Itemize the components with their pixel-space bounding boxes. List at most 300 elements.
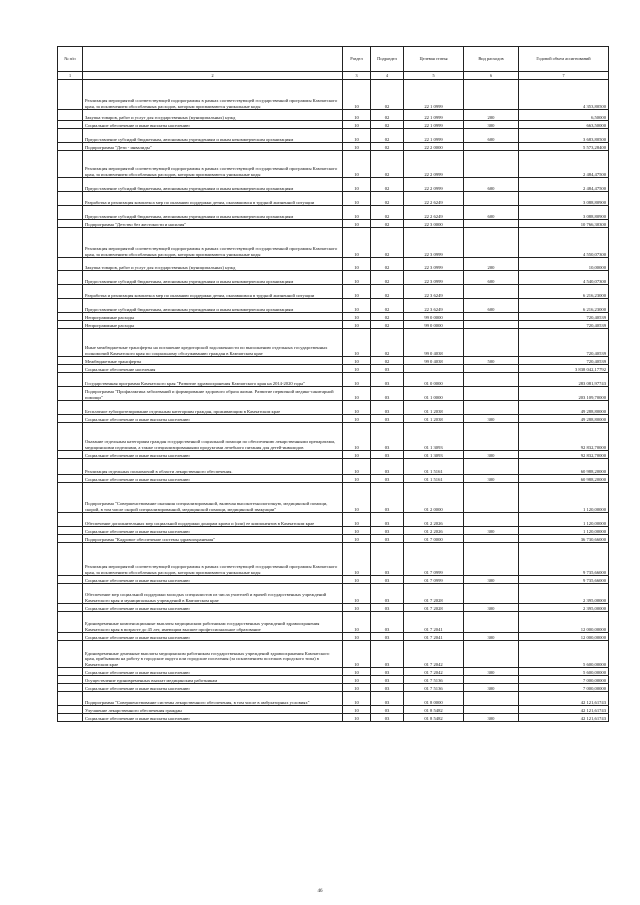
row-target-article: 01 1 3093: [404, 451, 464, 459]
row-name: Закупка товаров, работ и услуг для государственных (муниципальных) нужд: [83, 258, 343, 271]
row-razdel: 10: [343, 178, 371, 192]
header-target-article: Целевая статья: [404, 47, 464, 72]
row-name: Улучшение лекарственного обеспечения граждан: [83, 706, 343, 714]
row-sum: 720,40539: [519, 321, 609, 329]
row-razdel: 10: [343, 633, 371, 641]
row-name: Подпрограмма "Дети - инвалиды": [83, 143, 343, 151]
row-sum: 49 288,80000: [519, 401, 609, 415]
row-sum: 720,40539: [519, 357, 609, 365]
row-number: [58, 543, 83, 576]
row-sum: 42 121,61743: [519, 706, 609, 714]
table-row: [58, 714, 609, 722]
column-number: 5: [404, 72, 464, 80]
table-row: [58, 584, 609, 604]
row-podrazdel: 03: [371, 401, 404, 415]
row-name: Реализация мероприятий соответствующей подпрограммы в рамках соответствующей государственной программы Камчатского края, за исключением обособленных расходов, которым присваиваются уникальные коды: [83, 228, 343, 258]
row-expense-type: 300: [464, 684, 519, 692]
row-sum: 5 600,00000: [519, 668, 609, 676]
row-sum: 3 088,80900: [519, 192, 609, 206]
row-razdel: 10: [343, 121, 371, 129]
table-row: [58, 633, 609, 641]
row-razdel: 10: [343, 513, 371, 527]
row-sum: 5 600,00000: [519, 641, 609, 668]
table-row: [58, 228, 609, 258]
row-expense-type: [464, 543, 519, 576]
row-target-article: 01 1 5161: [404, 475, 464, 483]
row-sum: 9 735,66000: [519, 576, 609, 584]
table-row: [58, 576, 609, 584]
row-name: Единовременные денежные выплаты медицинским работникам государственных учреждений здравоохранения Камчатского края, прибывшим на работу в городские округа или городские поселения (за исключением поселков городского типа) в Камчатском крае: [83, 641, 343, 668]
row-sum: 42 121,61743: [519, 692, 609, 706]
row-razdel: 10: [343, 143, 371, 151]
row-name: Разработка и реализация комплекса мер по оказанию поддержки детям, оказавшимся в трудной жизненной ситуации: [83, 192, 343, 206]
row-sum: 9 735,66000: [519, 543, 609, 576]
header-num: № п/п: [58, 47, 83, 72]
row-razdel: 10: [343, 110, 371, 121]
row-number: [58, 321, 83, 329]
row-sum: 42 121,61743: [519, 714, 609, 722]
row-sum: 7 000,00000: [519, 676, 609, 684]
table-row: [58, 329, 609, 357]
row-podrazdel: 03: [371, 633, 404, 641]
row-target-article: 01 1 2038: [404, 415, 464, 423]
row-razdel: 10: [343, 271, 371, 285]
row-name: Предоставление субсидий бюджетным, автономным учреждениям и иным некоммерческим организациям: [83, 129, 343, 143]
row-podrazdel: 03: [371, 513, 404, 527]
row-name: Предоставление субсидий бюджетным, автономным учреждениям и иным некоммерческим организациям: [83, 206, 343, 220]
row-target-article: 01 7 0999: [404, 576, 464, 584]
row-razdel: 10: [343, 684, 371, 692]
row-number: [58, 475, 83, 483]
row-name: Реализация отдельных полномочий в области лекарственного обеспечения.: [83, 459, 343, 475]
row-number: [58, 110, 83, 121]
row-podrazdel: 03: [371, 423, 404, 451]
table-row: [58, 475, 609, 483]
row-name: Подпрограмма "Кадровое обеспечение системы здравоохранения": [83, 535, 343, 543]
row-number: [58, 584, 83, 604]
row-expense-type: 300: [464, 576, 519, 584]
row-sum: 10 766,30300: [519, 220, 609, 228]
row-razdel: 10: [343, 373, 371, 387]
table-row: [58, 178, 609, 192]
row-number: [58, 451, 83, 459]
row-number: [58, 285, 83, 299]
row-target-article: 22 3 0000: [404, 220, 464, 228]
row-sum: 3 088,80900: [519, 206, 609, 220]
row-podrazdel: 03: [371, 706, 404, 714]
table-row: [58, 299, 609, 313]
row-podrazdel: 03: [371, 387, 404, 401]
row-podrazdel: 03: [371, 641, 404, 668]
row-podrazdel: 03: [371, 576, 404, 584]
row-razdel: 10: [343, 80, 371, 110]
row-name: Социальное обеспечение и иные выплаты населению: [83, 475, 343, 483]
row-razdel: 10: [343, 192, 371, 206]
row-expense-type: [464, 483, 519, 513]
row-razdel: 10: [343, 692, 371, 706]
row-target-article: 22 3 0999: [404, 271, 464, 285]
row-name: Единовременные компенсационные выплаты медицинским работникам государственных учреждений здравоохранения Камчатского края в возрасте до 45 лет, имеющим высшее профессиональное образование: [83, 612, 343, 633]
table-row: [58, 258, 609, 271]
row-target-article: 01 1 2038: [404, 401, 464, 415]
row-target-article: 99 0 0000: [404, 313, 464, 321]
row-razdel: 10: [343, 228, 371, 258]
row-sum: 3 838 042,17792: [519, 365, 609, 373]
header-name: [83, 47, 343, 72]
column-number: 4: [371, 72, 404, 80]
table-row: [58, 220, 609, 228]
column-number-row: [58, 72, 609, 80]
row-target-article: 01 8 0000: [404, 692, 464, 706]
row-number: [58, 220, 83, 228]
budget-table: [57, 46, 609, 722]
row-name: Социальное обеспечение и иные выплаты населению: [83, 451, 343, 459]
row-razdel: 10: [343, 423, 371, 451]
row-number: [58, 387, 83, 401]
row-razdel: 10: [343, 387, 371, 401]
row-sum: 1 120,00000: [519, 527, 609, 535]
row-expense-type: [464, 423, 519, 451]
row-number: [58, 258, 83, 271]
row-podrazdel: 02: [371, 192, 404, 206]
row-razdel: 10: [343, 535, 371, 543]
row-name: Межбюджетные трансферты: [83, 357, 343, 365]
table-row: [58, 451, 609, 459]
row-expense-type: 600: [464, 178, 519, 192]
row-sum: 12 000,00000: [519, 612, 609, 633]
row-sum: 2 484,47500: [519, 151, 609, 178]
row-podrazdel: 02: [371, 313, 404, 321]
row-razdel: 10: [343, 299, 371, 313]
row-sum: 60 988,20000: [519, 475, 609, 483]
row-name: Подпрограмма "Совершенствование системы лекарственного обеспечения, в том числе в амбулаторных условиях": [83, 692, 343, 706]
row-number: [58, 329, 83, 357]
row-name: Обеспечение дополнительных мер социальной поддержки донорам крови и (или) ее компонентов в Камчатском крае: [83, 513, 343, 527]
row-number: [58, 513, 83, 527]
header-row: [58, 47, 609, 72]
row-target-article: 01 1 0000: [404, 387, 464, 401]
row-expense-type: [464, 80, 519, 110]
row-sum: 4 550,07300: [519, 228, 609, 258]
row-expense-type: 600: [464, 271, 519, 285]
row-podrazdel: 03: [371, 415, 404, 423]
row-podrazdel: 02: [371, 271, 404, 285]
row-expense-type: 300: [464, 121, 519, 129]
row-sum: 7 000,00000: [519, 684, 609, 692]
table-row: [58, 121, 609, 129]
row-number: [58, 228, 83, 258]
row-podrazdel: 03: [371, 527, 404, 535]
row-name: Подпрограмма "Детство без жестокости и насилия": [83, 220, 343, 228]
row-sum: 92 832,70000: [519, 423, 609, 451]
row-podrazdel: 03: [371, 684, 404, 692]
header-annual-sum: Годовой объем ассигнований: [519, 47, 609, 72]
table-body: [58, 80, 609, 722]
row-podrazdel: 02: [371, 129, 404, 143]
table-row: [58, 423, 609, 451]
table-row: [58, 80, 609, 110]
column-number: 1: [58, 72, 83, 80]
row-podrazdel: 02: [371, 357, 404, 365]
row-expense-type: [464, 329, 519, 357]
row-podrazdel: 02: [371, 285, 404, 299]
row-expense-type: [464, 401, 519, 415]
row-target-article: 22 3 6249: [404, 299, 464, 313]
row-sum: 3 683,80500: [519, 129, 609, 143]
row-sum: 5 573,28400: [519, 143, 609, 151]
row-target-article: 22 1 0999: [404, 80, 464, 110]
row-sum: 2 484,47500: [519, 178, 609, 192]
row-sum: 1 120,00000: [519, 483, 609, 513]
row-podrazdel: 02: [371, 206, 404, 220]
row-name: Обеспечение мер социальной поддержки молодых специалистов из числа учителей и врачей государственных учреждений Камчатского края и муниципальных учреждений в Камчатском крае: [83, 584, 343, 604]
row-number: [58, 373, 83, 387]
row-number: [58, 692, 83, 706]
row-podrazdel: 03: [371, 535, 404, 543]
row-name: Социальное обеспечение и иные выплаты населению: [83, 604, 343, 612]
table-row: [58, 676, 609, 684]
row-podrazdel: 02: [371, 80, 404, 110]
row-podrazdel: 03: [371, 604, 404, 612]
row-target-article: 01 2 0000: [404, 483, 464, 513]
row-expense-type: [464, 612, 519, 633]
row-target-article: 99 0 0000: [404, 321, 464, 329]
row-sum: 283 081,97743: [519, 373, 609, 387]
row-number: [58, 151, 83, 178]
row-podrazdel: 03: [371, 459, 404, 475]
row-expense-type: [464, 373, 519, 387]
table-row: [58, 415, 609, 423]
row-razdel: 10: [343, 258, 371, 271]
row-expense-type: 600: [464, 129, 519, 143]
row-target-article: 01 7 2042: [404, 668, 464, 676]
row-sum: 203 109,70000: [519, 387, 609, 401]
row-razdel: 10: [343, 641, 371, 668]
row-expense-type: [464, 321, 519, 329]
table-row: [58, 206, 609, 220]
row-number: [58, 178, 83, 192]
row-target-article: 22 1 0999: [404, 129, 464, 143]
row-sum: 720,40539: [519, 313, 609, 321]
row-target-article: 01 7 2028: [404, 604, 464, 612]
row-name: Осуществление единовременных выплат медицинским работникам: [83, 676, 343, 684]
row-target-article: 01 7 5136: [404, 684, 464, 692]
row-name: Реализация мероприятий соответствующей подпрограммы в рамках соответствующей государственной программы Камчатского края, за исключением обособленных расходов, которым присваиваются уникальные коды: [83, 80, 343, 110]
header-razdel: Раздел: [343, 47, 371, 72]
row-sum: 2 395,00000: [519, 584, 609, 604]
row-razdel: 10: [343, 527, 371, 535]
row-name: Социальное обеспечение и иные выплаты населению: [83, 684, 343, 692]
row-podrazdel: 03: [371, 692, 404, 706]
table-row: [58, 459, 609, 475]
row-name: Социальное обеспечение и иные выплаты населению: [83, 527, 343, 535]
row-expense-type: [464, 584, 519, 604]
row-sum: 2 395,00000: [519, 604, 609, 612]
row-podrazdel: 03: [371, 475, 404, 483]
row-razdel: 10: [343, 483, 371, 513]
row-number: [58, 676, 83, 684]
table-row: [58, 706, 609, 714]
row-razdel: 10: [343, 357, 371, 365]
row-expense-type: 600: [464, 299, 519, 313]
row-podrazdel: 03: [371, 365, 404, 373]
row-name: Реализация мероприятий соответствующей подпрограммы в рамках соответствующей государственной программы Камчатского края, за исключением обособленных расходов, которым присваиваются уникальные коды: [83, 151, 343, 178]
row-podrazdel: 02: [371, 299, 404, 313]
row-number: [58, 192, 83, 206]
row-podrazdel: 02: [371, 121, 404, 129]
row-name: Социальное обеспечение населения: [83, 365, 343, 373]
row-expense-type: [464, 228, 519, 258]
row-number: [58, 459, 83, 475]
row-number: [58, 80, 83, 110]
row-podrazdel: 02: [371, 329, 404, 357]
header-expense-type: Вид расходов: [464, 47, 519, 72]
row-number: [58, 313, 83, 321]
row-target-article: 01 7 2028: [404, 584, 464, 604]
table-row: [58, 543, 609, 576]
row-name: Социальное обеспечение и иные выплаты населению: [83, 714, 343, 722]
table-row: [58, 387, 609, 401]
row-podrazdel: 02: [371, 258, 404, 271]
row-target-article: 01 7 2042: [404, 641, 464, 668]
row-expense-type: [464, 143, 519, 151]
row-name: Социальное обеспечение и иные выплаты населению: [83, 668, 343, 676]
table-row: [58, 401, 609, 415]
row-razdel: 10: [343, 676, 371, 684]
row-target-article: [404, 365, 464, 373]
row-sum: 663,50000: [519, 121, 609, 129]
row-target-article: 01 7 0999: [404, 543, 464, 576]
row-target-article: 22 2 0000: [404, 143, 464, 151]
row-target-article: 22 1 0999: [404, 121, 464, 129]
row-expense-type: [464, 459, 519, 475]
row-expense-type: [464, 706, 519, 714]
row-number: [58, 415, 83, 423]
row-number: [58, 206, 83, 220]
row-razdel: 10: [343, 220, 371, 228]
row-number: [58, 706, 83, 714]
row-sum: 92 832,70000: [519, 451, 609, 459]
row-expense-type: [464, 513, 519, 527]
row-razdel: 10: [343, 668, 371, 676]
row-expense-type: 300: [464, 714, 519, 722]
row-target-article: 01 7 2041: [404, 612, 464, 633]
row-target-article: 01 7 0000: [404, 535, 464, 543]
row-sum: 49 288,80000: [519, 415, 609, 423]
row-razdel: 10: [343, 129, 371, 143]
table-row: [58, 285, 609, 299]
row-expense-type: [464, 192, 519, 206]
table-row: [58, 684, 609, 692]
row-expense-type: 300: [464, 415, 519, 423]
row-name: Непрограммные расходы: [83, 321, 343, 329]
row-razdel: 10: [343, 604, 371, 612]
row-target-article: 01 8 5482: [404, 714, 464, 722]
row-sum: 1 120,00000: [519, 513, 609, 527]
table-row: [58, 668, 609, 676]
row-expense-type: [464, 692, 519, 706]
row-number: [58, 641, 83, 668]
row-expense-type: 600: [464, 206, 519, 220]
row-razdel: 10: [343, 151, 371, 178]
table-row: [58, 143, 609, 151]
row-podrazdel: 03: [371, 668, 404, 676]
table-row: [58, 612, 609, 633]
row-number: [58, 129, 83, 143]
row-podrazdel: 03: [371, 483, 404, 513]
row-sum: 60 988,20000: [519, 459, 609, 475]
row-expense-type: [464, 151, 519, 178]
row-target-article: 22 3 0999: [404, 228, 464, 258]
row-expense-type: 500: [464, 357, 519, 365]
row-expense-type: 300: [464, 527, 519, 535]
row-target-article: 01 8 5482: [404, 706, 464, 714]
row-name: Предоставление субсидий бюджетным, автономным учреждениям и иным некоммерческим организациям: [83, 271, 343, 285]
row-number: [58, 299, 83, 313]
row-target-article: 01 2 2026: [404, 513, 464, 527]
row-name: Разработка и реализация комплекса мер по оказанию поддержки детям, оказавшимся в трудной жизненной ситуации: [83, 285, 343, 299]
row-expense-type: [464, 535, 519, 543]
row-target-article: 99 0 4038: [404, 329, 464, 357]
row-podrazdel: 03: [371, 584, 404, 604]
row-expense-type: [464, 220, 519, 228]
row-target-article: 99 0 4038: [404, 357, 464, 365]
table-row: [58, 110, 609, 121]
row-expense-type: [464, 285, 519, 299]
row-podrazdel: 02: [371, 178, 404, 192]
row-sum: 36 730,66000: [519, 535, 609, 543]
row-number: [58, 633, 83, 641]
row-sum: 10,00000: [519, 258, 609, 271]
table-row: [58, 271, 609, 285]
row-razdel: 10: [343, 313, 371, 321]
row-target-article: 01 1 5161: [404, 459, 464, 475]
row-sum: 6 216,23000: [519, 285, 609, 299]
row-sum: 12 000,00000: [519, 633, 609, 641]
row-razdel: 10: [343, 584, 371, 604]
row-target-article: 01 7 5136: [404, 676, 464, 684]
row-number: [58, 143, 83, 151]
row-razdel: 10: [343, 475, 371, 483]
row-razdel: 10: [343, 576, 371, 584]
row-name: Закупка товаров, работ и услуг для государственных (муниципальных) нужд: [83, 110, 343, 121]
row-podrazdel: 03: [371, 612, 404, 633]
table-row: [58, 604, 609, 612]
table-row: [58, 527, 609, 535]
row-target-article: 22 3 6249: [404, 285, 464, 299]
row-name: Непрограммные расходы: [83, 313, 343, 321]
row-target-article: 22 2 0999: [404, 151, 464, 178]
row-razdel: 10: [343, 365, 371, 373]
row-expense-type: 300: [464, 604, 519, 612]
table-row: [58, 357, 609, 365]
row-sum: 6,50000: [519, 110, 609, 121]
row-number: [58, 612, 83, 633]
table-row: [58, 321, 609, 329]
table-row: [58, 151, 609, 178]
row-name: Иные межбюджетные трансферты на погашение кредиторской задолженности по выполнению отдельных государственных полномочий Камчатского края по социальному обслуживанию граждан в Камчатском крае: [83, 329, 343, 357]
row-podrazdel: 03: [371, 451, 404, 459]
row-podrazdel: 03: [371, 676, 404, 684]
row-target-article: 22 2 6249: [404, 192, 464, 206]
row-name: Предоставление субсидий бюджетным, автономным учреждениям и иным некоммерческим организациям: [83, 299, 343, 313]
header-podrazdel: Подраздел: [371, 47, 404, 72]
row-target-article: 22 3 0999: [404, 258, 464, 271]
row-target-article: 01 7 2041: [404, 633, 464, 641]
table-row: [58, 483, 609, 513]
table-row: [58, 692, 609, 706]
row-podrazdel: 02: [371, 110, 404, 121]
